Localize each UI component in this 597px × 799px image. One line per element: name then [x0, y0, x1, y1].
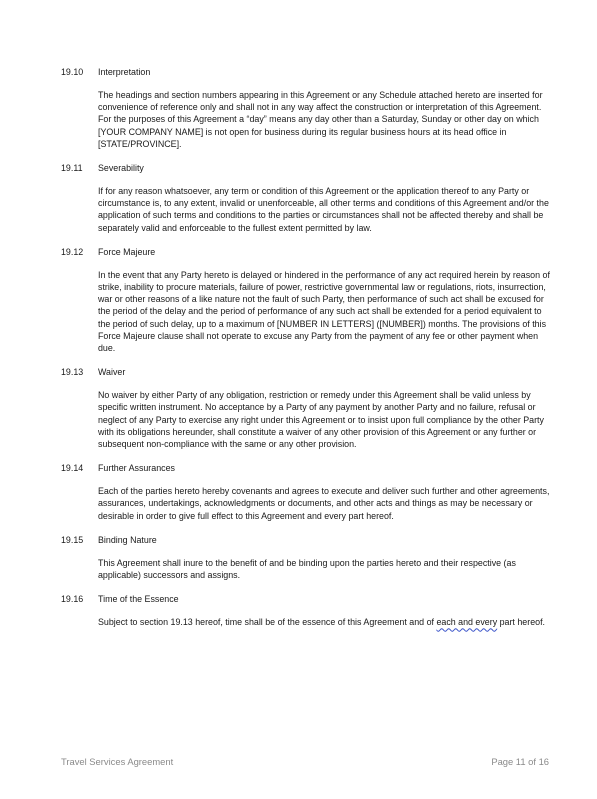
clause-19-13: [61, 366, 551, 450]
clause-heading: [61, 593, 551, 605]
clause-19-15: [61, 534, 551, 581]
clause-number: 19.11: [61, 163, 83, 174]
clause-title: Interpretation: [98, 67, 151, 77]
clause-body: Each of the parties hereto hereby covenants and agrees to execute and deliver such further and other agreements, assurances, undertakings, acknowledgments or documents, and other acts and things as may be necessary or desirable in order to give full effect to this Agreement and every part hereof.: [98, 486, 550, 521]
clause-number: 19.15: [61, 534, 84, 545]
clause-19-10: [61, 66, 551, 150]
clause-number: 19.12: [61, 246, 84, 257]
clause-body: [98, 616, 551, 628]
page-footer: [61, 756, 549, 767]
clause-title: Force Majeure: [98, 246, 156, 257]
clause-number: 19.10: [61, 67, 84, 77]
footer-page-number: Page 11 of 16: [491, 756, 549, 767]
clause-body-text: Subject to section 19.13 hereof, time shall be of the essence of this Agreement and of: [98, 617, 437, 628]
clause-body: This Agreement shall inure to the benefit of and be binding upon the parties hereto and their respective (as applicable) successors and assigns.: [98, 557, 516, 581]
clause-body: If for any reason whatsoever, any term or condition of this Agreement or the application thereof to any Party or circumstance is, to any extent, invalid or unenforceable, all other terms and conditions of this Agreement and/or the application of such terms and conditions to the parties or circumstances shall not be affected thereby and shall be separately valid and enforceable to the fullest extent permitted by law.: [98, 186, 549, 233]
clause-title: Binding Nature: [98, 534, 157, 545]
footer-document-title: Travel Services Agreement: [61, 756, 174, 767]
clause-number: 19.13: [61, 367, 84, 378]
clause-list: [61, 66, 551, 628]
clause-title: Waiver: [98, 367, 126, 378]
clause-19-12: [61, 246, 551, 354]
clause-title: Time of the Essence: [98, 594, 179, 605]
grammar-flagged-phrase[interactable]: each and every: [436, 617, 498, 628]
clause-title: Severability: [98, 163, 144, 174]
clause-heading: [61, 162, 551, 174]
clause-body: The headings and section numbers appearing in this Agreement or any Schedule attached hereto are inserted for convenience of reference only and shall not in any way affect the construction or interpretation of this Agreement. For the purposes of this Agreement a “day” means any day other than a Saturday, Sunday or other day on which [YOUR COMPANY NAME] is not open for business during its regular business hours at its head office in [STATE/PROVINCE].: [98, 90, 543, 149]
clause-body-text-end: part hereof.: [497, 617, 545, 628]
clause-19-16: [61, 593, 551, 628]
clause-19-14: [61, 462, 551, 522]
clause-number: 19.16: [61, 594, 84, 605]
clause-heading: [61, 462, 551, 474]
clause-heading: [61, 366, 551, 378]
clause-number: 19.14: [61, 463, 84, 474]
clause-heading: [61, 66, 551, 78]
clause-body: In the event that any Party hereto is delayed or hindered in the performance of any act required herein by reason of strike, inability to procure materials, failure of power, restrictive governmental law or regulations, riots, insurrection, war or other reasons of a like nature not the fault of such Party, then performance of such act shall be excused for the period of the delay and the period of performance of any such act shall be extended for a period equivalent to the period of such delay, up to a maximum of [NUMBER IN LETTERS] ([NUMBER]) months. The provisions of this Force Majeure clause shall not operate to excuse any Party from the payment of any fee or other payment when due.: [98, 269, 550, 354]
clause-body: No waiver by either Party of any obligation, restriction or remedy under this Agreement shall be valid unless by specific written instrument. No acceptance by a Party of any payment by another Party and no failure, refusal or neglect of any Party to exercise any right under this Agreement or to insist upon full compliance by the other Party with its obligations hereunder, shall constitute a waiver of any other provision of this Agreement or any further or subsequent non-compliance with the same or any other provision.: [98, 390, 544, 450]
clause-heading: [61, 534, 551, 546]
clause-heading: [61, 246, 551, 258]
clause-title: Further Assurances: [98, 463, 175, 474]
clause-19-11: [61, 162, 551, 234]
